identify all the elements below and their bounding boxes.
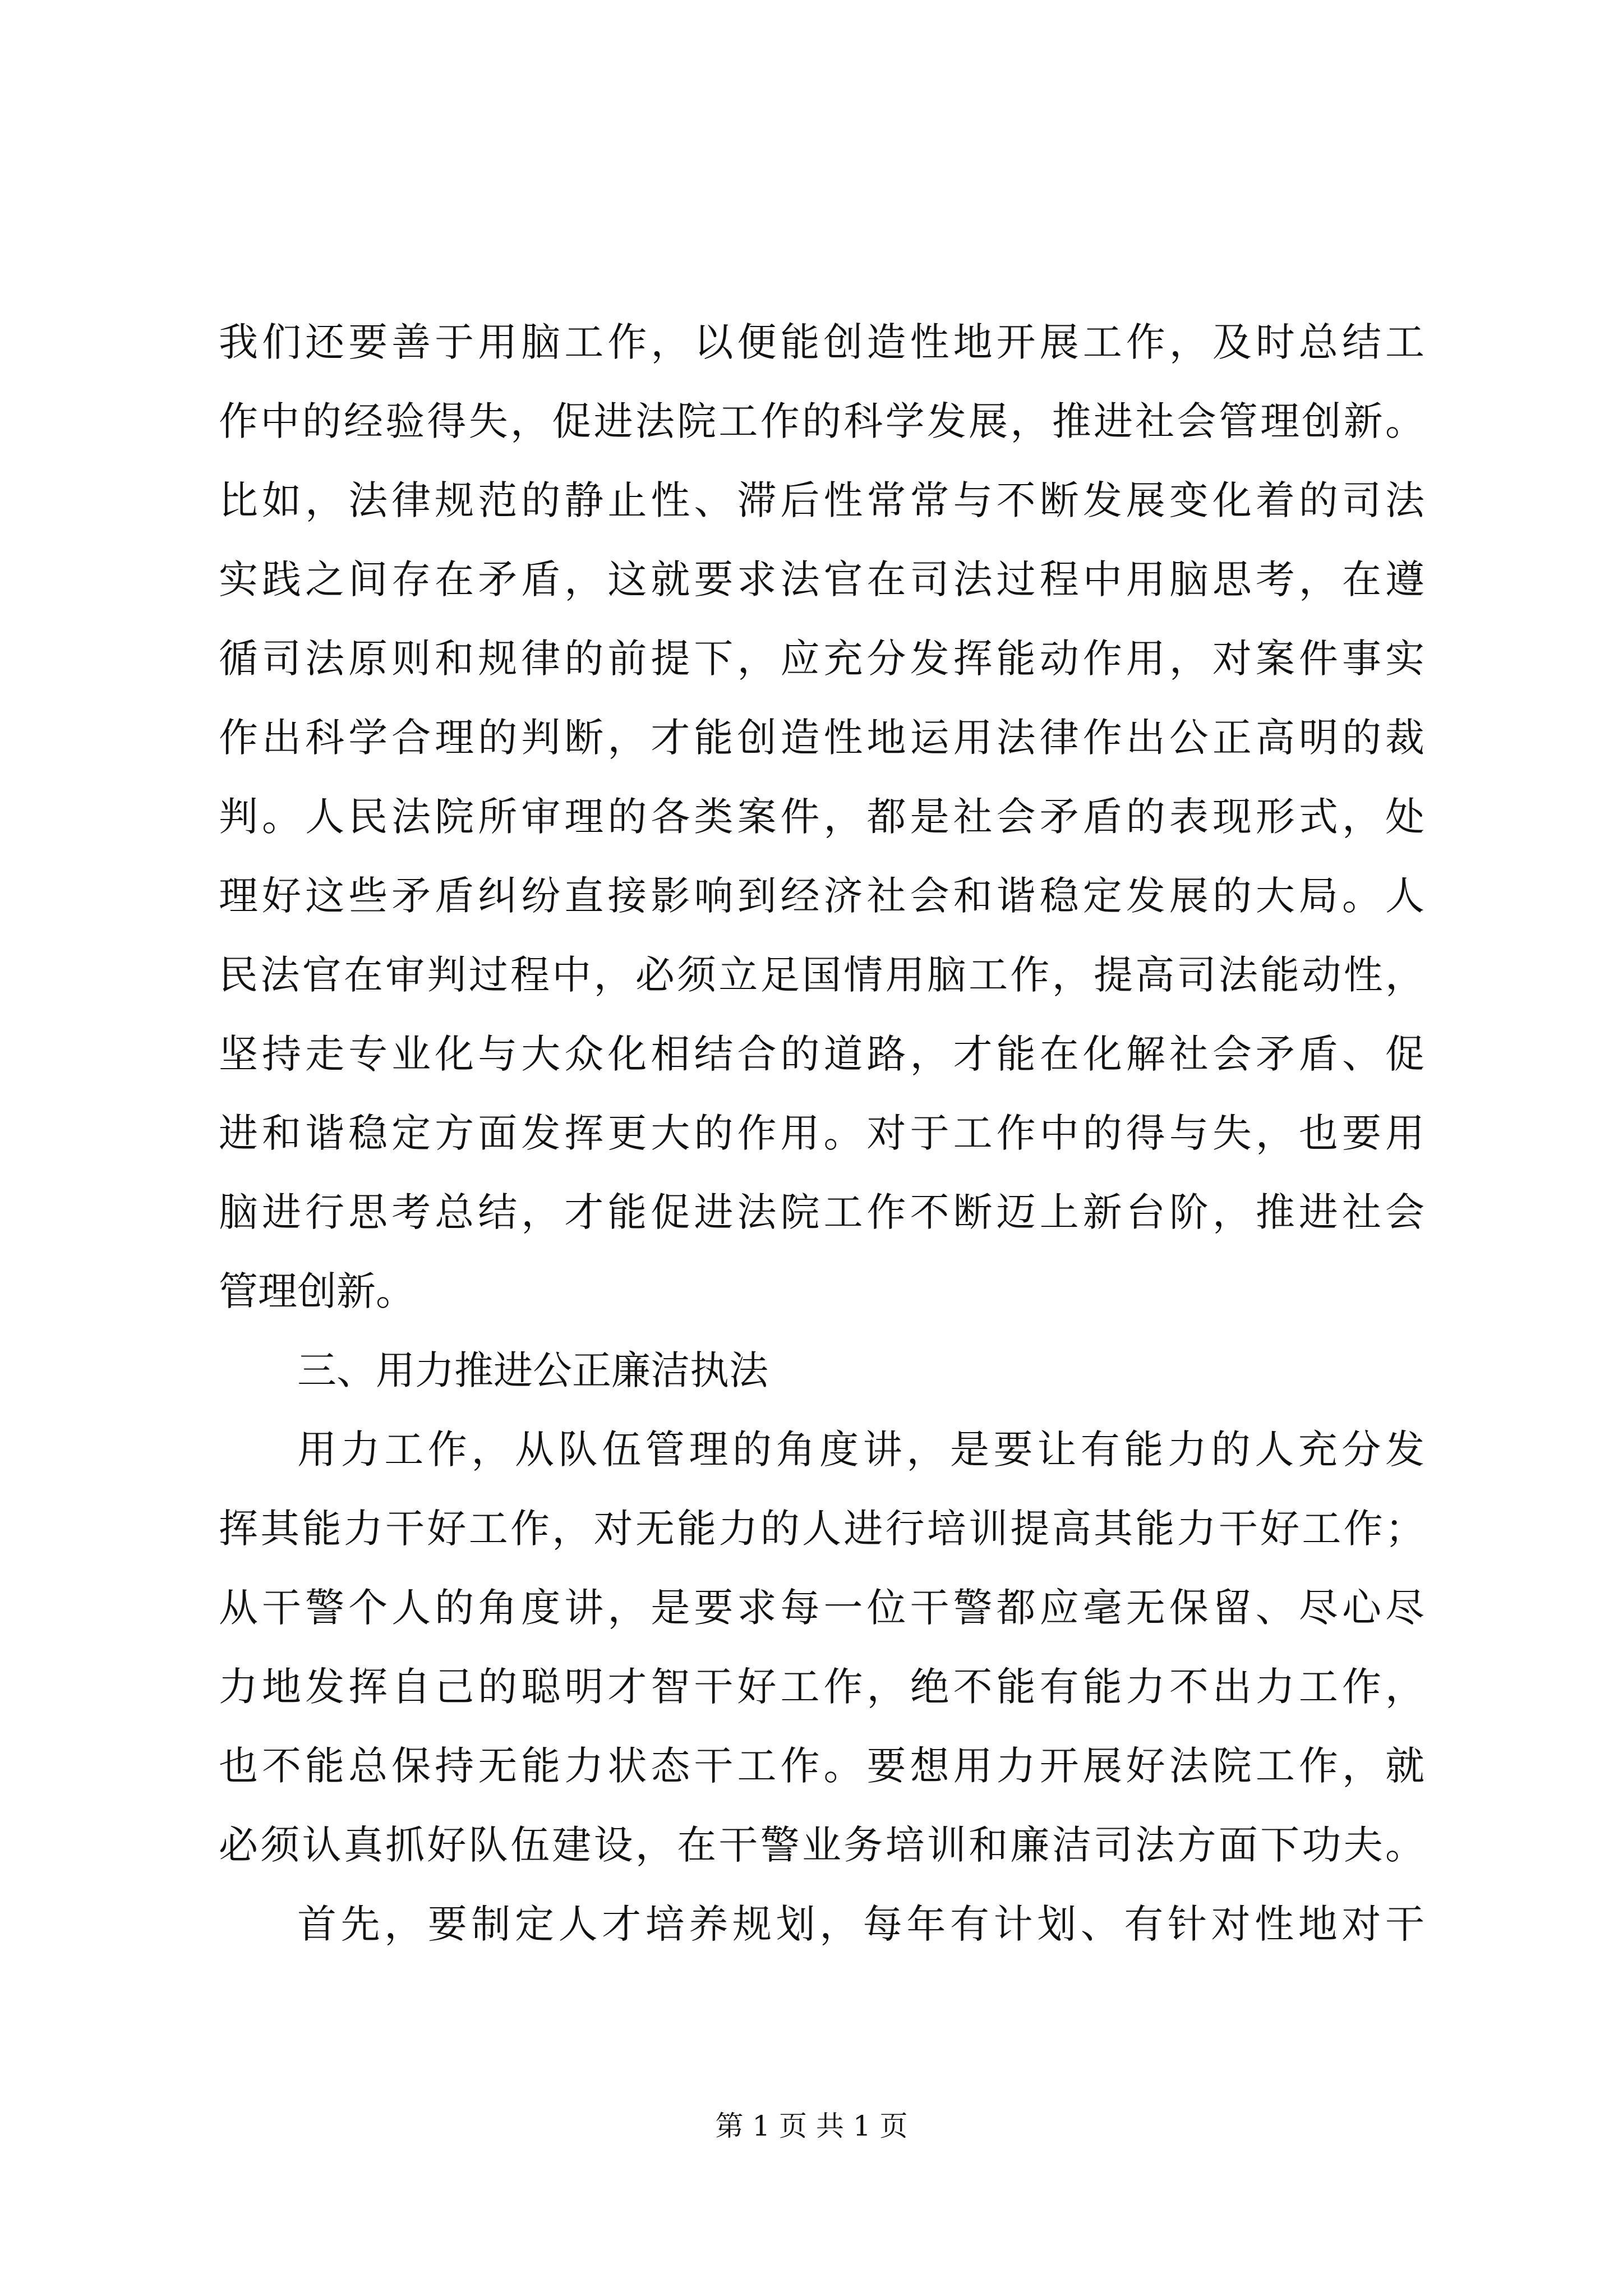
document-body (219, 303, 1424, 1964)
section-heading: 三、用力推进公正廉洁执法 (297, 1347, 768, 1393)
text-line: 作中的经验得失，促进法院工作的科学发展，推进社会管理创新。 (219, 398, 1424, 444)
text-line: 理好这些矛盾纠纷直接影响到经济社会和谐稳定发展的大局。人 (219, 873, 1424, 919)
text-line: 作出科学合理的判断，才能创造性地运用法律作出公正高明的裁 (219, 715, 1424, 761)
text-line: 实践之间存在矛盾，这就要求法官在司法过程中用脑思考，在遵 (219, 556, 1424, 602)
text-line: 坚持走专业化与大众化相结合的道路，才能在化解社会矛盾、促 (219, 1031, 1424, 1077)
text-line: 比如，法律规范的静止性、滞后性常常与不断发展变化着的司法 (219, 477, 1424, 523)
page-number-footer: 第 1 页 共 1 页 (715, 2110, 908, 2142)
text-line: 进和谐稳定方面发挥更大的作用。对于工作中的得与失，也要用 (219, 1110, 1424, 1156)
text-line: 民法官在审判过程中，必须立足国情用脑工作，提高司法能动性， (219, 952, 1424, 998)
text-line: 力地发挥自己的聪明才智干好工作，绝不能有能力不出力工作， (219, 1664, 1424, 1710)
text-line: 首先，要制定人才培养规划，每年有计划、有针对性地对干 (297, 1901, 1424, 1947)
text-line: 从干警个人的角度讲，是要求每一位干警都应毫无保留、尽心尽 (219, 1585, 1424, 1631)
text-line: 脑进行思考总结，才能促进法院工作不断迈上新台阶，推进社会 (219, 1189, 1424, 1235)
text-line: 我们还要善于用脑工作，以便能创造性地开展工作，及时总结工 (219, 319, 1424, 365)
text-line: 挥其能力干好工作，对无能力的人进行培训提高其能力干好工作； (219, 1506, 1424, 1552)
text-line: 用力工作，从队伍管理的角度讲，是要让有能力的人充分发 (297, 1427, 1424, 1473)
text-line: 判。人民法院所审理的各类案件，都是社会矛盾的表现形式，处 (219, 794, 1424, 840)
text-line: 循司法原则和规律的前提下，应充分发挥能动作用，对案件事实 (219, 636, 1424, 682)
text-line: 管理创新。 (219, 1268, 415, 1314)
text-line: 必须认真抓好队伍建设，在干警业务培训和廉洁司法方面下功夫。 (219, 1822, 1424, 1868)
text-line: 也不能总保持无能力状态干工作。要想用力开展好法院工作，就 (219, 1743, 1424, 1789)
